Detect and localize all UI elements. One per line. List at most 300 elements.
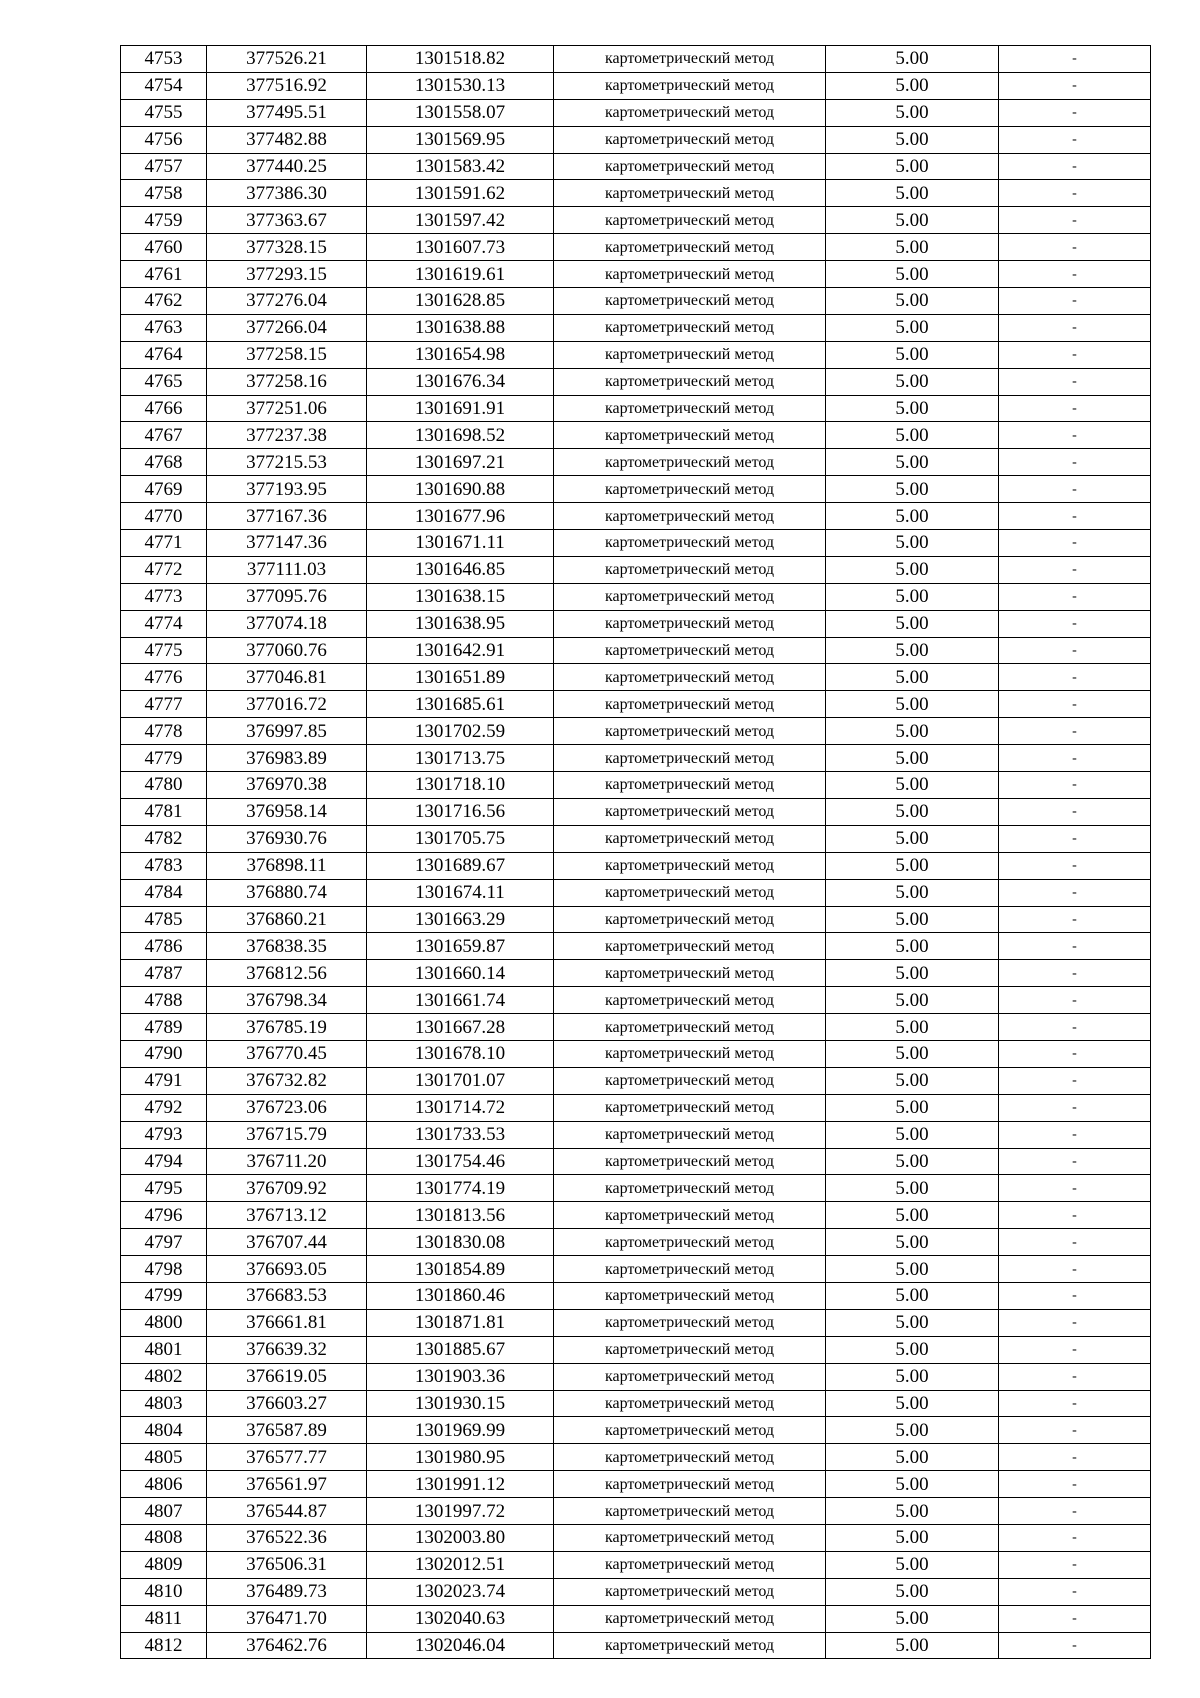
description-cell: - (999, 368, 1151, 395)
x-coordinate-cell: 376838.35 (207, 933, 367, 960)
accuracy-cell: 5.00 (826, 664, 999, 691)
point-number-cell: 4756 (121, 126, 207, 153)
table-row (121, 1014, 1151, 1041)
point-number-cell: 4798 (121, 1256, 207, 1283)
table-row (121, 234, 1151, 261)
accuracy-cell: 5.00 (826, 583, 999, 610)
y-coordinate-cell: 1301638.15 (367, 583, 554, 610)
table-row (121, 530, 1151, 557)
method-cell: картометрический метод (554, 1471, 826, 1498)
point-number-cell: 4776 (121, 664, 207, 691)
method-cell: картометрический метод (554, 1605, 826, 1632)
point-number-cell: 4778 (121, 718, 207, 745)
y-coordinate-cell: 1301997.72 (367, 1498, 554, 1525)
accuracy-cell: 5.00 (826, 1309, 999, 1336)
x-coordinate-cell: 377526.21 (207, 46, 367, 73)
description-cell: - (999, 234, 1151, 261)
x-coordinate-cell: 377482.88 (207, 126, 367, 153)
y-coordinate-cell: 1301674.11 (367, 879, 554, 906)
method-cell: картометрический метод (554, 1632, 826, 1659)
table-row (121, 288, 1151, 315)
method-cell: картометрический метод (554, 341, 826, 368)
method-cell: картометрический метод (554, 1175, 826, 1202)
method-cell: картометрический метод (554, 987, 826, 1014)
point-number-cell: 4796 (121, 1202, 207, 1229)
table-row (121, 664, 1151, 691)
method-cell: картометрический метод (554, 207, 826, 234)
x-coordinate-cell: 376693.05 (207, 1256, 367, 1283)
y-coordinate-cell: 1302040.63 (367, 1605, 554, 1632)
accuracy-cell: 5.00 (826, 1390, 999, 1417)
description-cell: - (999, 180, 1151, 207)
point-number-cell: 4793 (121, 1121, 207, 1148)
y-coordinate-cell: 1301518.82 (367, 46, 554, 73)
x-coordinate-cell: 376709.92 (207, 1175, 367, 1202)
method-cell: картометрический метод (554, 825, 826, 852)
point-number-cell: 4770 (121, 503, 207, 530)
description-cell: - (999, 960, 1151, 987)
description-cell: - (999, 1605, 1151, 1632)
point-number-cell: 4797 (121, 1229, 207, 1256)
method-cell: картометрический метод (554, 1363, 826, 1390)
point-number-cell: 4769 (121, 476, 207, 503)
method-cell: картометрический метод (554, 960, 826, 987)
table-row (121, 960, 1151, 987)
method-cell: картометрический метод (554, 449, 826, 476)
y-coordinate-cell: 1301671.11 (367, 530, 554, 557)
table-row (121, 1605, 1151, 1632)
description-cell: - (999, 933, 1151, 960)
accuracy-cell: 5.00 (826, 1094, 999, 1121)
point-number-cell: 4795 (121, 1175, 207, 1202)
x-coordinate-cell: 376930.76 (207, 825, 367, 852)
description-cell: - (999, 261, 1151, 288)
accuracy-cell: 5.00 (826, 745, 999, 772)
y-coordinate-cell: 1301607.73 (367, 234, 554, 261)
accuracy-cell: 5.00 (826, 207, 999, 234)
x-coordinate-cell: 376798.34 (207, 987, 367, 1014)
table-row (121, 906, 1151, 933)
method-cell: картометрический метод (554, 637, 826, 664)
table-row (121, 422, 1151, 449)
x-coordinate-cell: 376723.06 (207, 1094, 367, 1121)
accuracy-cell: 5.00 (826, 1202, 999, 1229)
method-cell: картометрический метод (554, 1094, 826, 1121)
accuracy-cell: 5.00 (826, 261, 999, 288)
method-cell: картометрический метод (554, 1578, 826, 1605)
x-coordinate-cell: 376544.87 (207, 1498, 367, 1525)
accuracy-cell: 5.00 (826, 530, 999, 557)
x-coordinate-cell: 377167.36 (207, 503, 367, 530)
point-number-cell: 4800 (121, 1309, 207, 1336)
table-row (121, 610, 1151, 637)
description-cell: - (999, 1202, 1151, 1229)
accuracy-cell: 5.00 (826, 1175, 999, 1202)
point-number-cell: 4787 (121, 960, 207, 987)
table-row (121, 556, 1151, 583)
description-cell: - (999, 1578, 1151, 1605)
point-number-cell: 4791 (121, 1067, 207, 1094)
point-number-cell: 4779 (121, 745, 207, 772)
method-cell: картометрический метод (554, 1498, 826, 1525)
method-cell: картометрический метод (554, 72, 826, 99)
point-number-cell: 4803 (121, 1390, 207, 1417)
y-coordinate-cell: 1301903.36 (367, 1363, 554, 1390)
accuracy-cell: 5.00 (826, 1014, 999, 1041)
method-cell: картометрический метод (554, 583, 826, 610)
x-coordinate-cell: 376770.45 (207, 1040, 367, 1067)
point-number-cell: 4764 (121, 341, 207, 368)
x-coordinate-cell: 377363.67 (207, 207, 367, 234)
description-cell: - (999, 745, 1151, 772)
x-coordinate-cell: 376983.89 (207, 745, 367, 772)
accuracy-cell: 5.00 (826, 825, 999, 852)
point-number-cell: 4774 (121, 610, 207, 637)
table-row (121, 503, 1151, 530)
accuracy-cell: 5.00 (826, 1417, 999, 1444)
point-number-cell: 4786 (121, 933, 207, 960)
y-coordinate-cell: 1301860.46 (367, 1282, 554, 1309)
x-coordinate-cell: 377193.95 (207, 476, 367, 503)
point-number-cell: 4761 (121, 261, 207, 288)
description-cell: - (999, 288, 1151, 315)
table-row (121, 852, 1151, 879)
x-coordinate-cell: 376577.77 (207, 1444, 367, 1471)
method-cell: картометрический метод (554, 798, 826, 825)
point-number-cell: 4780 (121, 772, 207, 799)
y-coordinate-cell: 1302012.51 (367, 1551, 554, 1578)
method-cell: картометрический метод (554, 718, 826, 745)
method-cell: картометрический метод (554, 1524, 826, 1551)
description-cell: - (999, 395, 1151, 422)
point-number-cell: 4753 (121, 46, 207, 73)
method-cell: картометрический метод (554, 99, 826, 126)
point-number-cell: 4762 (121, 288, 207, 315)
description-cell: - (999, 1148, 1151, 1175)
description-cell: - (999, 987, 1151, 1014)
point-number-cell: 4758 (121, 180, 207, 207)
y-coordinate-cell: 1301813.56 (367, 1202, 554, 1229)
accuracy-cell: 5.00 (826, 1444, 999, 1471)
accuracy-cell: 5.00 (826, 180, 999, 207)
y-coordinate-cell: 1301930.15 (367, 1390, 554, 1417)
table-row (121, 987, 1151, 1014)
y-coordinate-cell: 1301651.89 (367, 664, 554, 691)
coordinates-table-body (121, 46, 1151, 1659)
point-number-cell: 4805 (121, 1444, 207, 1471)
table-row (121, 72, 1151, 99)
x-coordinate-cell: 377060.76 (207, 637, 367, 664)
description-cell: - (999, 1524, 1151, 1551)
x-coordinate-cell: 376587.89 (207, 1417, 367, 1444)
table-row (121, 1094, 1151, 1121)
method-cell: картометрический метод (554, 1121, 826, 1148)
table-row (121, 1498, 1151, 1525)
method-cell: картометрический метод (554, 234, 826, 261)
y-coordinate-cell: 1301638.95 (367, 610, 554, 637)
point-number-cell: 4799 (121, 1282, 207, 1309)
method-cell: картометрический метод (554, 288, 826, 315)
y-coordinate-cell: 1301713.75 (367, 745, 554, 772)
y-coordinate-cell: 1301569.95 (367, 126, 554, 153)
method-cell: картометрический метод (554, 476, 826, 503)
table-row (121, 879, 1151, 906)
x-coordinate-cell: 377074.18 (207, 610, 367, 637)
description-cell: - (999, 1336, 1151, 1363)
method-cell: картометрический метод (554, 879, 826, 906)
y-coordinate-cell: 1301660.14 (367, 960, 554, 987)
description-cell: - (999, 1309, 1151, 1336)
table-row (121, 1417, 1151, 1444)
method-cell: картометрический метод (554, 1067, 826, 1094)
description-cell: - (999, 72, 1151, 99)
table-row (121, 1632, 1151, 1659)
method-cell: картометрический метод (554, 1202, 826, 1229)
method-cell: картометрический метод (554, 1417, 826, 1444)
point-number-cell: 4757 (121, 153, 207, 180)
table-row (121, 1390, 1151, 1417)
point-number-cell: 4788 (121, 987, 207, 1014)
table-row (121, 1309, 1151, 1336)
description-cell: - (999, 314, 1151, 341)
description-cell: - (999, 1363, 1151, 1390)
x-coordinate-cell: 376462.76 (207, 1632, 367, 1659)
method-cell: картометрический метод (554, 180, 826, 207)
point-number-cell: 4772 (121, 556, 207, 583)
description-cell: - (999, 1390, 1151, 1417)
accuracy-cell: 5.00 (826, 126, 999, 153)
y-coordinate-cell: 1301642.91 (367, 637, 554, 664)
accuracy-cell: 5.00 (826, 1605, 999, 1632)
point-number-cell: 4802 (121, 1363, 207, 1390)
method-cell: картометрический метод (554, 261, 826, 288)
accuracy-cell: 5.00 (826, 610, 999, 637)
x-coordinate-cell: 376683.53 (207, 1282, 367, 1309)
accuracy-cell: 5.00 (826, 933, 999, 960)
description-cell: - (999, 825, 1151, 852)
table-row (121, 207, 1151, 234)
y-coordinate-cell: 1301591.62 (367, 180, 554, 207)
accuracy-cell: 5.00 (826, 1551, 999, 1578)
x-coordinate-cell: 377293.15 (207, 261, 367, 288)
y-coordinate-cell: 1301667.28 (367, 1014, 554, 1041)
table-row (121, 1471, 1151, 1498)
x-coordinate-cell: 376732.82 (207, 1067, 367, 1094)
description-cell: - (999, 1498, 1151, 1525)
y-coordinate-cell: 1301690.88 (367, 476, 554, 503)
description-cell: - (999, 798, 1151, 825)
description-cell: - (999, 153, 1151, 180)
method-cell: картометрический метод (554, 395, 826, 422)
method-cell: картометрический метод (554, 691, 826, 718)
x-coordinate-cell: 377258.15 (207, 341, 367, 368)
table-row (121, 637, 1151, 664)
y-coordinate-cell: 1302023.74 (367, 1578, 554, 1605)
table-row (121, 718, 1151, 745)
table-row (121, 1175, 1151, 1202)
accuracy-cell: 5.00 (826, 1336, 999, 1363)
method-cell: картометрический метод (554, 1551, 826, 1578)
point-number-cell: 4783 (121, 852, 207, 879)
accuracy-cell: 5.00 (826, 341, 999, 368)
accuracy-cell: 5.00 (826, 1148, 999, 1175)
x-coordinate-cell: 377440.25 (207, 153, 367, 180)
x-coordinate-cell: 376489.73 (207, 1578, 367, 1605)
point-number-cell: 4760 (121, 234, 207, 261)
method-cell: картометрический метод (554, 1148, 826, 1175)
accuracy-cell: 5.00 (826, 1067, 999, 1094)
table-row (121, 772, 1151, 799)
description-cell: - (999, 1175, 1151, 1202)
method-cell: картометрический метод (554, 503, 826, 530)
x-coordinate-cell: 377516.92 (207, 72, 367, 99)
point-number-cell: 4766 (121, 395, 207, 422)
method-cell: картометрический метод (554, 422, 826, 449)
y-coordinate-cell: 1301646.85 (367, 556, 554, 583)
description-cell: - (999, 530, 1151, 557)
point-number-cell: 4792 (121, 1094, 207, 1121)
x-coordinate-cell: 376970.38 (207, 772, 367, 799)
x-coordinate-cell: 376711.20 (207, 1148, 367, 1175)
point-number-cell: 4806 (121, 1471, 207, 1498)
point-number-cell: 4759 (121, 207, 207, 234)
description-cell: - (999, 1040, 1151, 1067)
point-number-cell: 4777 (121, 691, 207, 718)
table-row (121, 46, 1151, 73)
x-coordinate-cell: 377215.53 (207, 449, 367, 476)
description-cell: - (999, 99, 1151, 126)
y-coordinate-cell: 1301678.10 (367, 1040, 554, 1067)
y-coordinate-cell: 1301638.88 (367, 314, 554, 341)
description-cell: - (999, 556, 1151, 583)
y-coordinate-cell: 1301705.75 (367, 825, 554, 852)
accuracy-cell: 5.00 (826, 1578, 999, 1605)
point-number-cell: 4781 (121, 798, 207, 825)
accuracy-cell: 5.00 (826, 288, 999, 315)
description-cell: - (999, 1094, 1151, 1121)
description-cell: - (999, 1417, 1151, 1444)
method-cell: картометрический метод (554, 610, 826, 637)
x-coordinate-cell: 377046.81 (207, 664, 367, 691)
y-coordinate-cell: 1301685.61 (367, 691, 554, 718)
accuracy-cell: 5.00 (826, 987, 999, 1014)
y-coordinate-cell: 1301558.07 (367, 99, 554, 126)
point-number-cell: 4784 (121, 879, 207, 906)
y-coordinate-cell: 1301583.42 (367, 153, 554, 180)
accuracy-cell: 5.00 (826, 637, 999, 664)
point-number-cell: 4790 (121, 1040, 207, 1067)
x-coordinate-cell: 377016.72 (207, 691, 367, 718)
description-cell: - (999, 476, 1151, 503)
table-row (121, 314, 1151, 341)
accuracy-cell: 5.00 (826, 960, 999, 987)
accuracy-cell: 5.00 (826, 718, 999, 745)
accuracy-cell: 5.00 (826, 1282, 999, 1309)
method-cell: картометрический метод (554, 530, 826, 557)
table-row (121, 261, 1151, 288)
x-coordinate-cell: 377237.38 (207, 422, 367, 449)
description-cell: - (999, 1014, 1151, 1041)
y-coordinate-cell: 1301628.85 (367, 288, 554, 315)
point-number-cell: 4754 (121, 72, 207, 99)
description-cell: - (999, 879, 1151, 906)
method-cell: картометрический метод (554, 153, 826, 180)
description-cell: - (999, 610, 1151, 637)
y-coordinate-cell: 1301991.12 (367, 1471, 554, 1498)
point-number-cell: 4794 (121, 1148, 207, 1175)
x-coordinate-cell: 377147.36 (207, 530, 367, 557)
table-row (121, 691, 1151, 718)
table-row (121, 1578, 1151, 1605)
accuracy-cell: 5.00 (826, 1040, 999, 1067)
accuracy-cell: 5.00 (826, 46, 999, 73)
x-coordinate-cell: 376471.70 (207, 1605, 367, 1632)
point-number-cell: 4785 (121, 906, 207, 933)
y-coordinate-cell: 1301654.98 (367, 341, 554, 368)
x-coordinate-cell: 376785.19 (207, 1014, 367, 1041)
description-cell: - (999, 583, 1151, 610)
point-number-cell: 4801 (121, 1336, 207, 1363)
accuracy-cell: 5.00 (826, 153, 999, 180)
description-cell: - (999, 906, 1151, 933)
y-coordinate-cell: 1301854.89 (367, 1256, 554, 1283)
method-cell: картометрический метод (554, 1390, 826, 1417)
y-coordinate-cell: 1301716.56 (367, 798, 554, 825)
y-coordinate-cell: 1301969.99 (367, 1417, 554, 1444)
description-cell: - (999, 664, 1151, 691)
description-cell: - (999, 1444, 1151, 1471)
x-coordinate-cell: 377111.03 (207, 556, 367, 583)
point-number-cell: 4807 (121, 1498, 207, 1525)
point-number-cell: 4767 (121, 422, 207, 449)
description-cell: - (999, 1256, 1151, 1283)
y-coordinate-cell: 1301733.53 (367, 1121, 554, 1148)
accuracy-cell: 5.00 (826, 395, 999, 422)
method-cell: картометрический метод (554, 126, 826, 153)
x-coordinate-cell: 376639.32 (207, 1336, 367, 1363)
y-coordinate-cell: 1301871.81 (367, 1309, 554, 1336)
table-row (121, 1256, 1151, 1283)
y-coordinate-cell: 1301677.96 (367, 503, 554, 530)
x-coordinate-cell: 376860.21 (207, 906, 367, 933)
accuracy-cell: 5.00 (826, 234, 999, 261)
accuracy-cell: 5.00 (826, 852, 999, 879)
y-coordinate-cell: 1301691.91 (367, 395, 554, 422)
x-coordinate-cell: 377266.04 (207, 314, 367, 341)
method-cell: картометрический метод (554, 664, 826, 691)
x-coordinate-cell: 376506.31 (207, 1551, 367, 1578)
table-row (121, 126, 1151, 153)
y-coordinate-cell: 1301663.29 (367, 906, 554, 933)
y-coordinate-cell: 1301530.13 (367, 72, 554, 99)
accuracy-cell: 5.00 (826, 1471, 999, 1498)
point-number-cell: 4765 (121, 368, 207, 395)
x-coordinate-cell: 376603.27 (207, 1390, 367, 1417)
x-coordinate-cell: 377095.76 (207, 583, 367, 610)
y-coordinate-cell: 1301885.67 (367, 1336, 554, 1363)
y-coordinate-cell: 1301980.95 (367, 1444, 554, 1471)
table-row (121, 476, 1151, 503)
y-coordinate-cell: 1301702.59 (367, 718, 554, 745)
x-coordinate-cell: 377386.30 (207, 180, 367, 207)
point-number-cell: 4811 (121, 1605, 207, 1632)
accuracy-cell: 5.00 (826, 1498, 999, 1525)
method-cell: картометрический метод (554, 1282, 826, 1309)
description-cell: - (999, 852, 1151, 879)
accuracy-cell: 5.00 (826, 906, 999, 933)
y-coordinate-cell: 1301830.08 (367, 1229, 554, 1256)
y-coordinate-cell: 1301698.52 (367, 422, 554, 449)
